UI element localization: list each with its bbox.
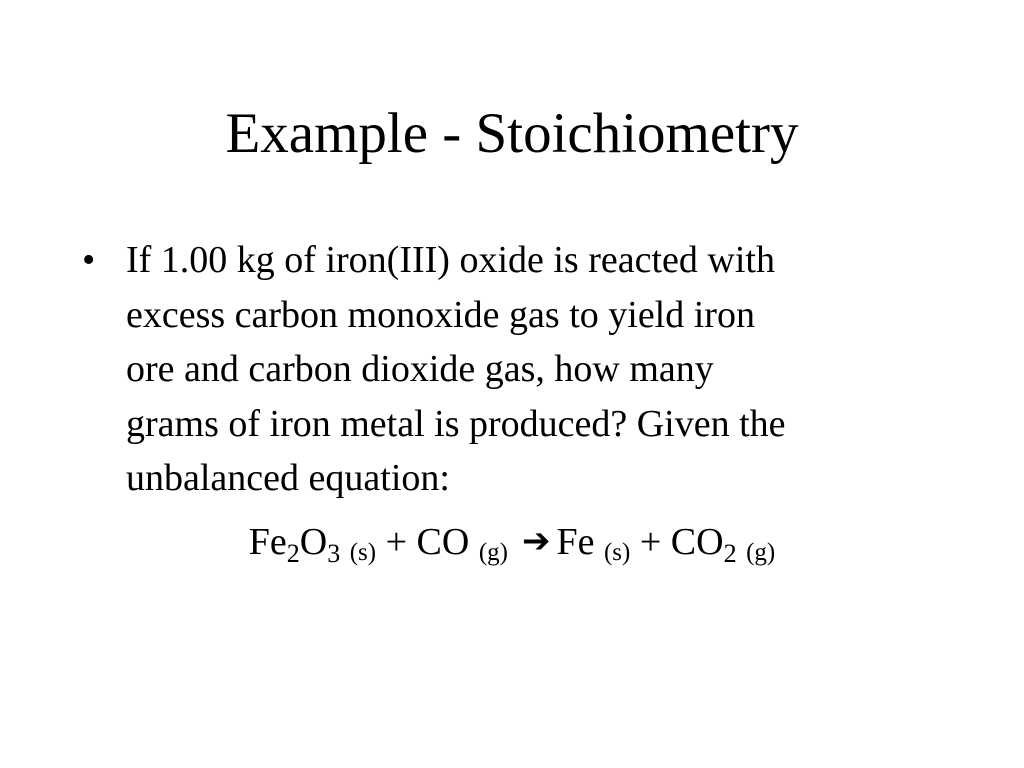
subscript: 2 (286, 539, 300, 568)
bullet-line: unbalanced equation: (126, 457, 450, 499)
reactant-co (416, 521, 508, 566)
chemical-equation (0, 514, 1024, 569)
formula: CO (670, 521, 724, 563)
subscript: 2 (723, 539, 737, 568)
slide-title: Example - Stoichiometry (225, 102, 799, 165)
bullet-line: excess carbon monoxide gas to yield iron (126, 293, 755, 336)
element-symbol: O (299, 521, 328, 563)
bullet-list (82, 233, 942, 506)
reaction-arrow-icon: ➔ (521, 521, 551, 561)
state-label: (g) (746, 539, 776, 566)
product-co2 (670, 521, 776, 568)
state-label: (g) (478, 539, 508, 566)
bullet-line: If 1.00 kg of iron(III) oxide is reacted with (126, 239, 775, 281)
bullet-icon: • (82, 239, 96, 281)
formula: CO (416, 521, 470, 563)
plus-sign: + (385, 521, 408, 563)
product-fe (556, 521, 631, 566)
reactant-fe2o3 (248, 521, 377, 568)
bullet-line: grams of iron metal is produced? Given the (126, 402, 786, 445)
formula: Fe (556, 521, 595, 563)
bullet-item (82, 233, 942, 506)
bullet-line: ore and carbon dioxide gas, how many (126, 348, 714, 390)
plus-sign: + (639, 521, 662, 563)
state-label: (s) (603, 539, 631, 566)
element-symbol: Fe (248, 521, 287, 563)
state-label: (s) (349, 539, 377, 566)
subscript: 3 (327, 539, 341, 568)
